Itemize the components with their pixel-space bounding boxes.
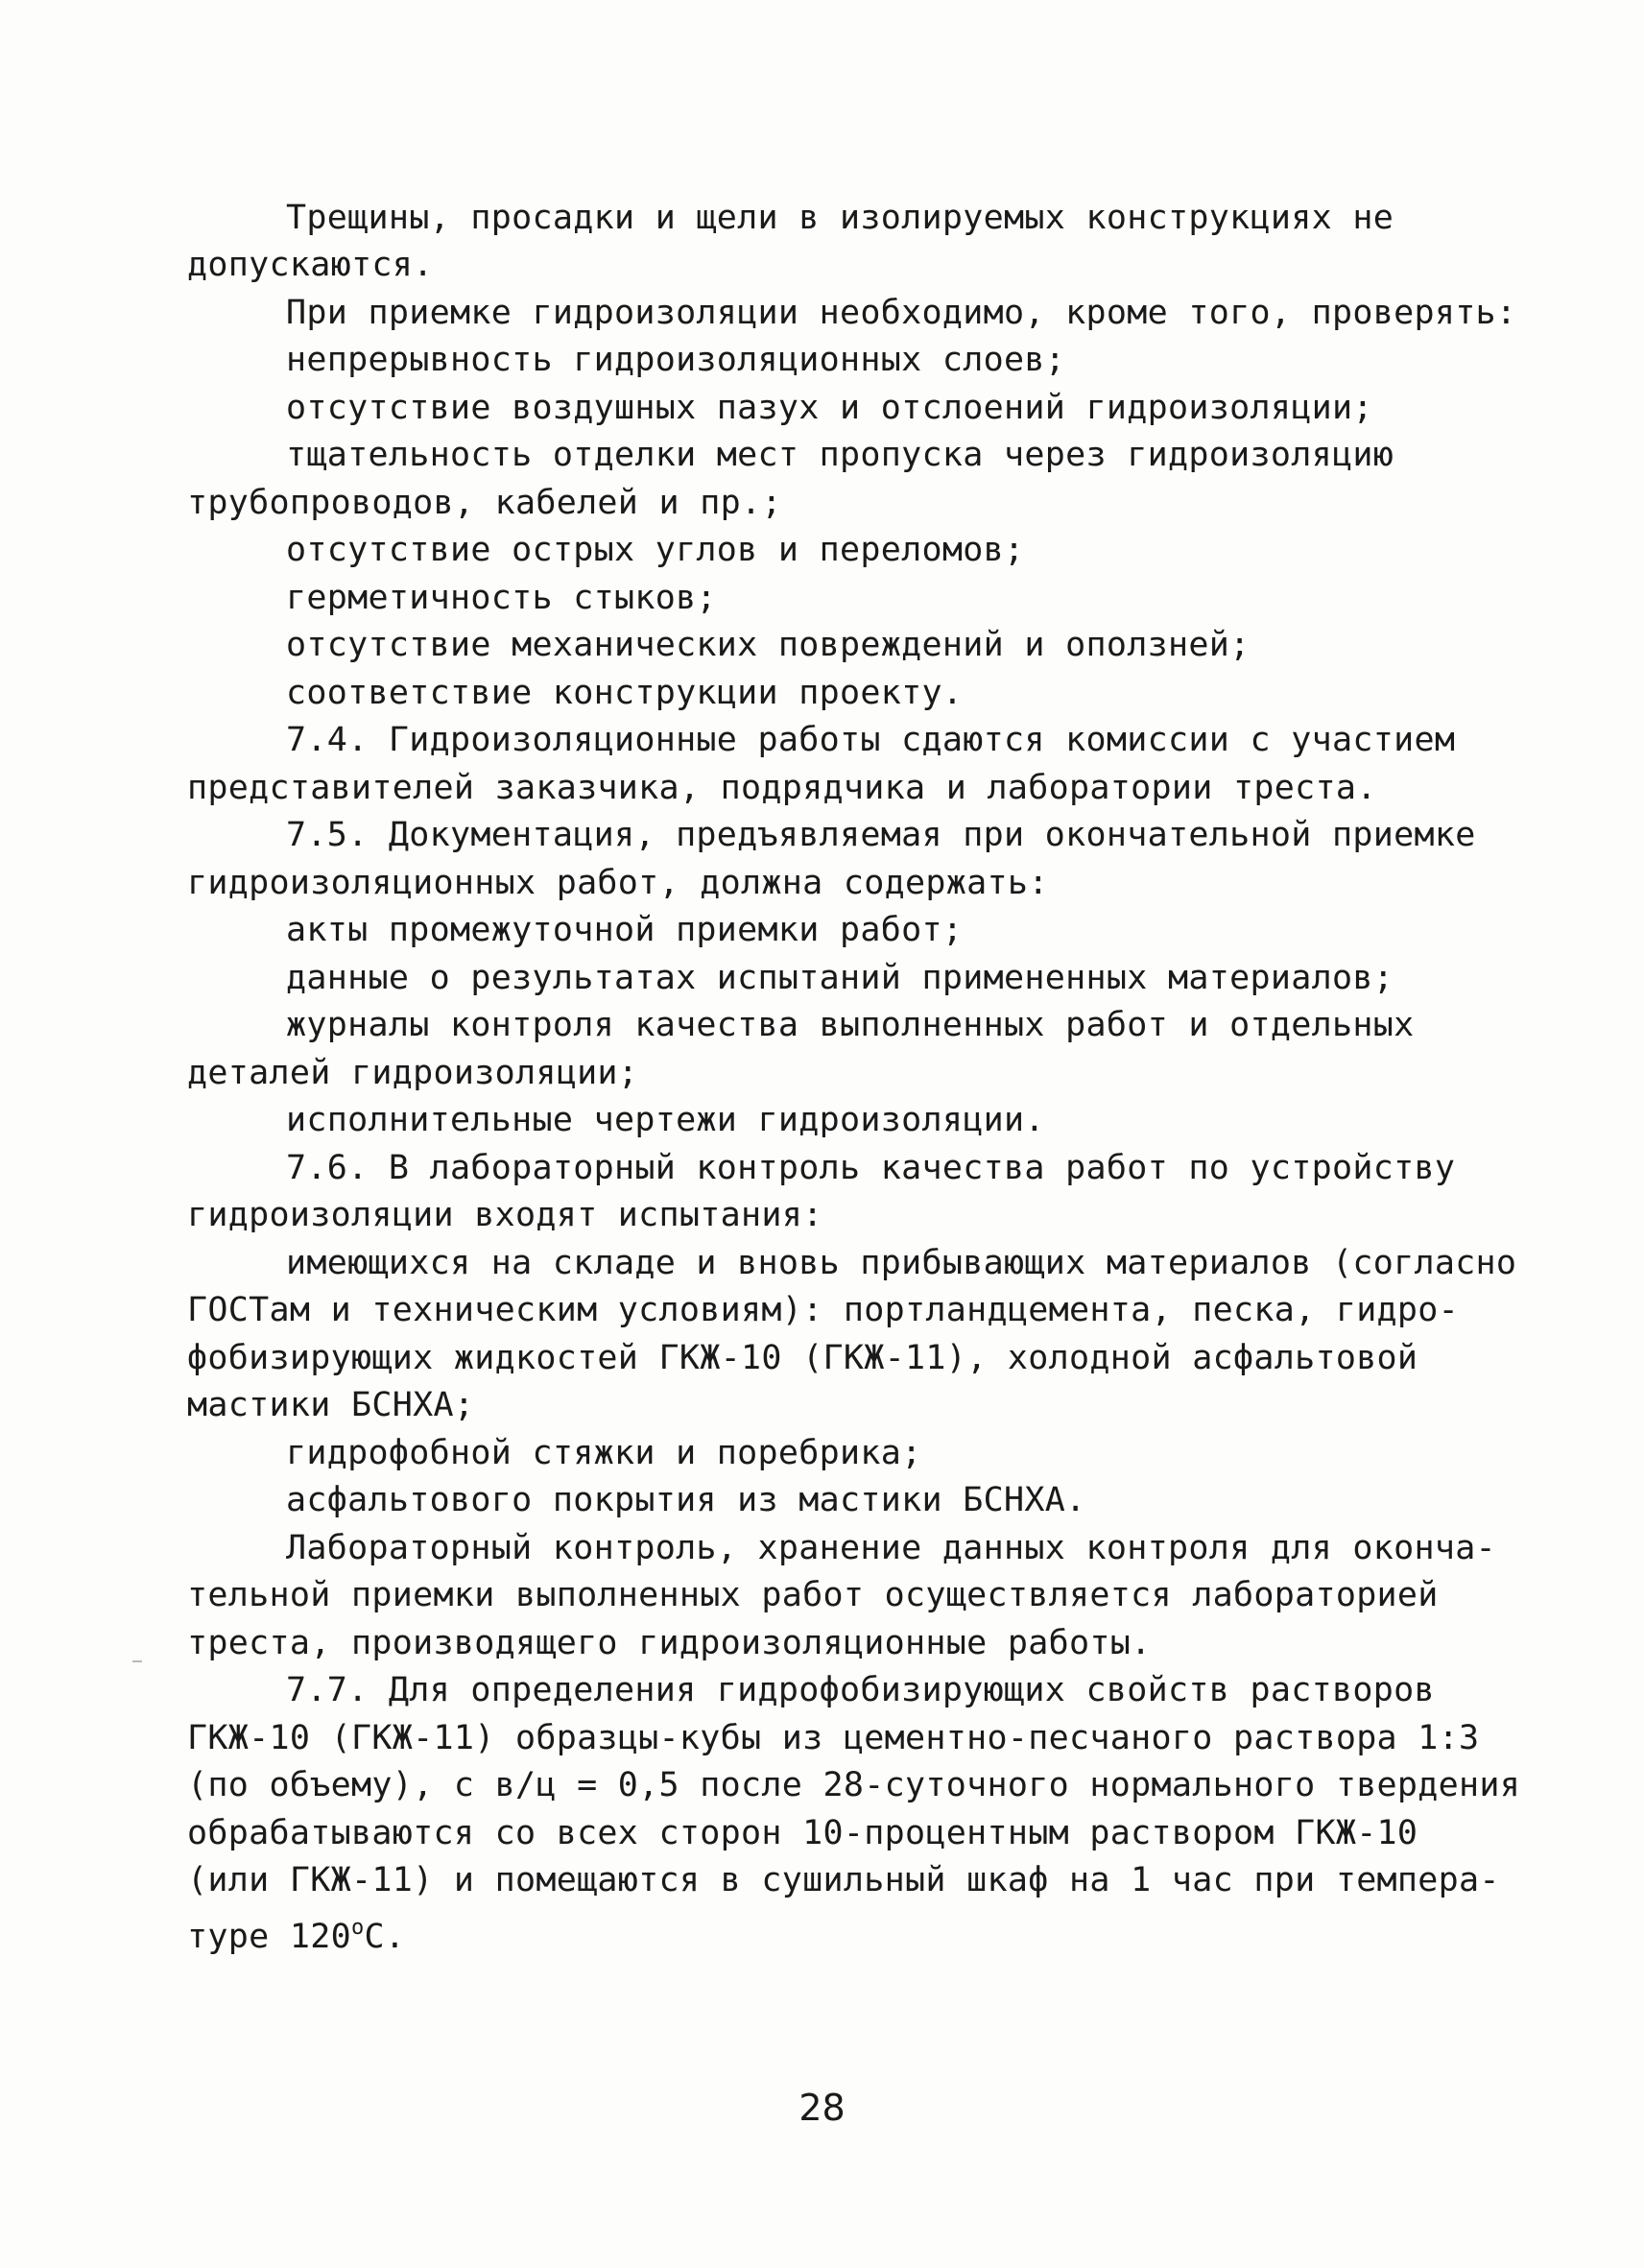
text-line: Трещины, просадки и щели в изолируемых конструкциях не <box>286 199 1394 237</box>
text-line: мастики БСНХА; <box>187 1386 475 1424</box>
text-line-last <box>187 1907 405 1958</box>
text-line: герметичность стыков; <box>286 579 717 617</box>
text-line: гидроизоляции входят испытания: <box>187 1196 823 1234</box>
degree-superscript: о <box>350 1916 365 1940</box>
text-line: 7.4. Гидроизоляционные работы сдаются комиссии с участием <box>286 721 1456 759</box>
text-line: журналы контроля качества выполненных работ и отдельных <box>286 1006 1415 1044</box>
text-line: трубопроводов, кабелей и пр.; <box>187 484 782 522</box>
text-line: (или ГКЖ-11) и помещаются в сушильный шкаф на 1 час при темпера- <box>187 1861 1500 1899</box>
text-line: ГКЖ-10 (ГКЖ-11) образцы-кубы из цементно-песчаного раствора 1:3 <box>187 1719 1480 1757</box>
text-line: деталей гидроизоляции; <box>187 1054 639 1092</box>
text-line: асфальтового покрытия из мастики БСНХА. <box>286 1481 1086 1519</box>
text-line: фобизирующих жидкостей ГКЖ-10 (ГКЖ-11), холодной асфальтовой <box>187 1339 1418 1377</box>
text-line: обрабатываются со всех сторон 10-процентным раствором ГКЖ-10 <box>187 1814 1418 1852</box>
text-line: ГОСТам и техническим условиям): портландцемента, песка, гидро- <box>187 1291 1460 1329</box>
text-line: имеющихся на складе и вновь прибывающих материалов (согласно <box>286 1244 1517 1282</box>
text-line: гидроизоляционных работ, должна содержать: <box>187 864 1049 902</box>
text-line: акты промежуточной приемки работ; <box>286 911 964 949</box>
text-line: отсутствие острых углов и переломов; <box>286 531 1025 569</box>
last-line-suffix: С. <box>364 1918 406 1956</box>
text-line: представителей заказчика, подрядчика и лаборатории треста. <box>187 769 1377 807</box>
text-line: При приемке гидроизоляции необходимо, кроме того, проверять: <box>286 294 1517 332</box>
scan-artifact <box>132 1660 142 1662</box>
text-line: непрерывность гидроизоляционных слоев; <box>286 341 1066 379</box>
text-line: данные о результатах испытаний примененных материалов; <box>286 959 1394 997</box>
text-line: исполнительные чертежи гидроизоляции. <box>286 1101 1045 1139</box>
text-line: отсутствие механических повреждений и оползней; <box>286 626 1251 664</box>
text-line: 7.6. В лабораторный контроль качества работ по устройству <box>286 1149 1456 1187</box>
text-line: (по объему), с в/ц = 0,5 после 28-суточного нормального твердения <box>187 1766 1521 1804</box>
text-line: треста, производящего гидроизоляционные работы. <box>187 1624 1152 1662</box>
page-number: 28 <box>798 2087 846 2129</box>
text-line: 7.7. Для определения гидрофобизирующих свойств растворов <box>286 1671 1435 1709</box>
text-line: допускаются. <box>187 246 434 284</box>
text-line: отсутствие воздушных пазух и отслоений гидроизоляции; <box>286 389 1373 427</box>
text-line: Лабораторный контроль, хранение данных контроля для оконча- <box>286 1529 1496 1567</box>
text-line: гидрофобной стяжки и поребрика; <box>286 1434 922 1472</box>
text-line: соответствие конструкции проекту. <box>286 674 964 712</box>
text-line: 7.5. Документация, предъявляемая при окончательной приемке <box>286 816 1476 854</box>
text-line: тельной приемки выполненных работ осуществляется лабораторией <box>187 1576 1439 1614</box>
text-line: тщательность отделки мест пропуска через гидроизоляцию <box>286 436 1394 474</box>
last-line-prefix: туре 120 <box>187 1918 351 1956</box>
